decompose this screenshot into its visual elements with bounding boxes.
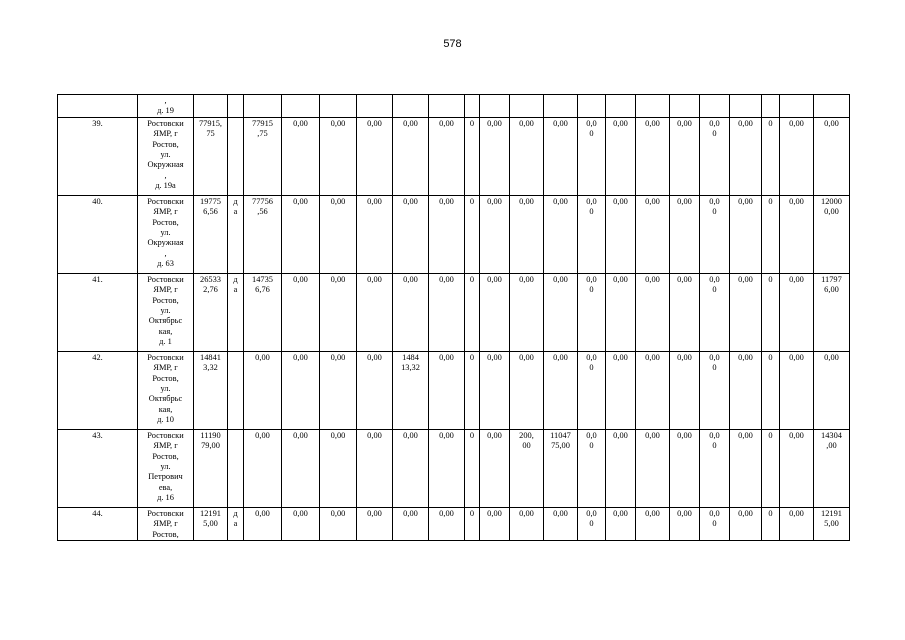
value-cell-c18: 0,0 0 bbox=[700, 117, 730, 195]
value-cell-c2: 26533 2,76 bbox=[194, 273, 228, 351]
value-cell-c4: 0,00 bbox=[244, 351, 282, 429]
value-cell-c20: 0 bbox=[762, 429, 780, 507]
value-cell-c3: д а bbox=[228, 507, 244, 540]
value-cell-c12: 200, 00 bbox=[510, 429, 544, 507]
value-cell-c15: 0,00 bbox=[606, 273, 636, 351]
value-cell-c16: 0,00 bbox=[636, 507, 670, 540]
value-cell-c6: 0,00 bbox=[320, 351, 357, 429]
value-cell-c7: 0,00 bbox=[357, 429, 393, 507]
value-cell-c15: 0,00 bbox=[606, 507, 636, 540]
value-cell-c8: 0,00 bbox=[393, 273, 429, 351]
value-cell-c6: 0,00 bbox=[320, 195, 357, 273]
value-cell-c10: 0 bbox=[465, 507, 480, 540]
value-cell-c22: 12000 0,00 bbox=[814, 195, 850, 273]
value-cell-c22: 14304 ,00 bbox=[814, 429, 850, 507]
value-cell-c17: 0,00 bbox=[670, 507, 700, 540]
value-cell-c17: 0,00 bbox=[670, 429, 700, 507]
value-cell-c18: 0,0 0 bbox=[700, 273, 730, 351]
value-cell-c9: 0,00 bbox=[429, 351, 465, 429]
value-cell-c2: 11190 79,00 bbox=[194, 429, 228, 507]
value-cell-c16: 0,00 bbox=[636, 351, 670, 429]
value-cell-c21: 0,00 bbox=[780, 195, 814, 273]
value-cell-c14: 0,0 0 bbox=[578, 195, 606, 273]
value-cell-c17: 0,00 bbox=[670, 273, 700, 351]
value-cell-c7: 0,00 bbox=[357, 273, 393, 351]
value-cell-c7: 0,00 bbox=[357, 351, 393, 429]
value-cell-c18: 0,0 0 bbox=[700, 507, 730, 540]
value-cell-c22: 0,00 bbox=[814, 351, 850, 429]
value-cell-c14: 0,0 0 bbox=[578, 507, 606, 540]
row-number-cell: 42. bbox=[58, 351, 138, 429]
value-cell-c12: 0,00 bbox=[510, 507, 544, 540]
value-cell-c10: 0 bbox=[465, 195, 480, 273]
page-number: 578 bbox=[443, 38, 462, 50]
value-cell-c8: 0,00 bbox=[393, 195, 429, 273]
value-cell-c18: 0,0 0 bbox=[700, 351, 730, 429]
value-cell-c9: 0,00 bbox=[429, 429, 465, 507]
table-row bbox=[58, 195, 850, 273]
value-cell-c2: 14841 3,32 bbox=[194, 351, 228, 429]
value-cell-c18: 0,0 0 bbox=[700, 195, 730, 273]
value-cell-c21: 0,00 bbox=[780, 117, 814, 195]
value-cell-c22: 11797 6,00 bbox=[814, 273, 850, 351]
value-cell-c15: 0,00 bbox=[606, 351, 636, 429]
value-cell-c8: 0,00 bbox=[393, 429, 429, 507]
value-cell-c20: 0 bbox=[762, 117, 780, 195]
value-cell-c22: 12191 5,00 bbox=[814, 507, 850, 540]
row-number-cell: 41. bbox=[58, 273, 138, 351]
value-cell-c5: 0,00 bbox=[282, 117, 320, 195]
value-cell-c5: 0,00 bbox=[282, 351, 320, 429]
value-cell-c4: 14735 6,76 bbox=[244, 273, 282, 351]
value-cell-c12: 0,00 bbox=[510, 273, 544, 351]
value-cell-c22: 0,00 bbox=[814, 117, 850, 195]
value-cell-c19: 0,00 bbox=[730, 195, 762, 273]
value-cell-c3 bbox=[228, 429, 244, 507]
value-cell-c14: 0,0 0 bbox=[578, 273, 606, 351]
value-cell-c11: 0,00 bbox=[480, 507, 510, 540]
table-row bbox=[58, 351, 850, 429]
table-row bbox=[58, 429, 850, 507]
value-cell-c15: 0,00 bbox=[606, 429, 636, 507]
value-cell-c10: 0 bbox=[465, 351, 480, 429]
value-cell-c5: 0,00 bbox=[282, 507, 320, 540]
value-cell-c7: 0,00 bbox=[357, 507, 393, 540]
value-cell-c9: 0,00 bbox=[429, 117, 465, 195]
value-cell-c20: 0 bbox=[762, 351, 780, 429]
value-cell-c9: 0,00 bbox=[429, 195, 465, 273]
value-cell-c4: 77915 ,75 bbox=[244, 117, 282, 195]
value-cell-c9: 0,00 bbox=[429, 507, 465, 540]
value-cell-c13: 0,00 bbox=[544, 273, 578, 351]
address-cell: , д. 19 bbox=[138, 95, 194, 118]
value-cell-c6: 0,00 bbox=[320, 117, 357, 195]
address-cell: Ростовски ЯМР, г Ростов, ул. Октябрьс кая, д. 1 bbox=[138, 273, 194, 351]
value-cell-c15: 0,00 bbox=[606, 195, 636, 273]
value-cell-c4: 77756 ,56 bbox=[244, 195, 282, 273]
value-cell-c4: 0,00 bbox=[244, 507, 282, 540]
value-cell-c10: 0 bbox=[465, 273, 480, 351]
row-number-cell: 40. bbox=[58, 195, 138, 273]
value-cell-c14: 0,0 0 bbox=[578, 117, 606, 195]
value-cell-c5: 0,00 bbox=[282, 195, 320, 273]
value-cell-c13: 0,00 bbox=[544, 351, 578, 429]
value-cell-c13: 0,00 bbox=[544, 195, 578, 273]
value-cell-c12: 0,00 bbox=[510, 195, 544, 273]
value-cell-c16: 0,00 bbox=[636, 117, 670, 195]
value-cell-c5: 0,00 bbox=[282, 429, 320, 507]
value-cell-c8: 1484 13,32 bbox=[393, 351, 429, 429]
value-cell-c3 bbox=[228, 117, 244, 195]
value-cell-c19: 0,00 bbox=[730, 351, 762, 429]
address-cell: Ростовски ЯМР, г Ростов, bbox=[138, 507, 194, 540]
value-cell-c19: 0,00 bbox=[730, 429, 762, 507]
value-cell-c21: 0,00 bbox=[780, 429, 814, 507]
value-cell-c3 bbox=[228, 351, 244, 429]
value-cell-c21: 0,00 bbox=[780, 507, 814, 540]
table-row bbox=[58, 117, 850, 195]
value-cell-c20: 0 bbox=[762, 507, 780, 540]
value-cell-c17: 0,00 bbox=[670, 117, 700, 195]
value-cell-c19: 0,00 bbox=[730, 507, 762, 540]
value-cell-c15: 0,00 bbox=[606, 117, 636, 195]
value-cell-c11: 0,00 bbox=[480, 195, 510, 273]
value-cell-c6: 0,00 bbox=[320, 507, 357, 540]
table-row bbox=[58, 507, 850, 540]
value-cell-c17: 0,00 bbox=[670, 195, 700, 273]
value-cell-c3: д а bbox=[228, 273, 244, 351]
value-cell-c6: 0,00 bbox=[320, 273, 357, 351]
address-cell: Ростовски ЯМР, г Ростов, ул. Окружная , д. 19а bbox=[138, 117, 194, 195]
value-cell-c7: 0,00 bbox=[357, 117, 393, 195]
value-cell-c20: 0 bbox=[762, 273, 780, 351]
value-cell-c10: 0 bbox=[465, 429, 480, 507]
value-cell-c16: 0,00 bbox=[636, 273, 670, 351]
value-cell-c16: 0,00 bbox=[636, 429, 670, 507]
value-cell-c8: 0,00 bbox=[393, 117, 429, 195]
value-cell-c14: 0,0 0 bbox=[578, 429, 606, 507]
value-cell-c2: 12191 5,00 bbox=[194, 507, 228, 540]
value-cell-c19: 0,00 bbox=[730, 117, 762, 195]
value-cell-c9: 0,00 bbox=[429, 273, 465, 351]
value-cell-c17: 0,00 bbox=[670, 351, 700, 429]
value-cell-c12: 0,00 bbox=[510, 351, 544, 429]
value-cell-c14: 0,0 0 bbox=[578, 351, 606, 429]
value-cell-c13: 0,00 bbox=[544, 117, 578, 195]
address-cell: Ростовски ЯМР, г Ростов, ул. Октябрьс кая, д. 10 bbox=[138, 351, 194, 429]
value-cell-c4: 0,00 bbox=[244, 429, 282, 507]
value-cell-c11: 0,00 bbox=[480, 117, 510, 195]
value-cell-c12: 0,00 bbox=[510, 117, 544, 195]
address-cell: Ростовски ЯМР, г Ростов, ул. Петрович ева, д. 16 bbox=[138, 429, 194, 507]
row-number-cell: 39. bbox=[58, 117, 138, 195]
table-row-fragment bbox=[58, 95, 850, 118]
value-cell-c11: 0,00 bbox=[480, 429, 510, 507]
value-cell-c20: 0 bbox=[762, 195, 780, 273]
value-cell-c16: 0,00 bbox=[636, 195, 670, 273]
value-cell-c21: 0,00 bbox=[780, 273, 814, 351]
value-cell-c10: 0 bbox=[465, 117, 480, 195]
table-row bbox=[58, 273, 850, 351]
value-cell-c5: 0,00 bbox=[282, 273, 320, 351]
value-cell-c13: 11047 75,00 bbox=[544, 429, 578, 507]
value-cell-c3: д а bbox=[228, 195, 244, 273]
value-cell-c13: 0,00 bbox=[544, 507, 578, 540]
row-number-cell: 44. bbox=[58, 507, 138, 540]
value-cell-c21: 0,00 bbox=[780, 351, 814, 429]
row-number-cell: 43. bbox=[58, 429, 138, 507]
value-cell-c18: 0,0 0 bbox=[700, 429, 730, 507]
address-cell: Ростовски ЯМР, г Ростов, ул. Окружная , д. 63 bbox=[138, 195, 194, 273]
value-cell-c7: 0,00 bbox=[357, 195, 393, 273]
value-cell-c11: 0,00 bbox=[480, 351, 510, 429]
value-cell-c2: 77915, 75 bbox=[194, 117, 228, 195]
register-table bbox=[57, 94, 850, 541]
value-cell-c8: 0,00 bbox=[393, 507, 429, 540]
value-cell-c11: 0,00 bbox=[480, 273, 510, 351]
value-cell-c6: 0,00 bbox=[320, 429, 357, 507]
value-cell-c19: 0,00 bbox=[730, 273, 762, 351]
value-cell-c2: 19775 6,56 bbox=[194, 195, 228, 273]
